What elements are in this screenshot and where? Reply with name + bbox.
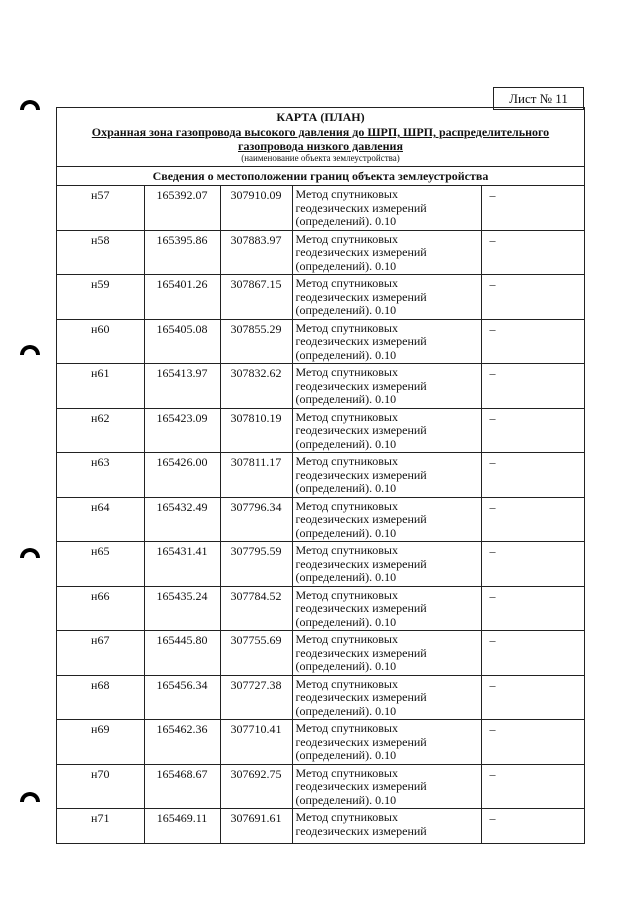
table-row [57, 586, 584, 631]
description-cell: – [481, 364, 584, 409]
method-cell [292, 720, 481, 765]
y-coordinate-cell: 307883.97 [220, 230, 292, 275]
method-text-line: Метод спутниковых [295, 721, 398, 735]
point-name-cell: н61 [57, 364, 144, 409]
table-row [57, 631, 584, 676]
method-cell [292, 453, 481, 498]
point-name-cell: н67 [57, 631, 144, 676]
point-name-cell: н66 [57, 586, 144, 631]
sheet-number: Лист № 11 [493, 87, 584, 110]
method-text-line: геодезических измерений [295, 289, 427, 304]
method-text-line: геодезических измерений [295, 823, 427, 838]
method-text-line: (определений). 0.10 [295, 347, 397, 362]
y-coordinate-cell: 307910.09 [220, 186, 292, 230]
x-coordinate-cell: 165462.36 [144, 720, 220, 765]
method-cell [292, 542, 481, 587]
method-text-line: геодезических измерений [295, 734, 427, 749]
method-text-line: (определений). 0.10 [295, 748, 397, 762]
table-row [57, 319, 584, 364]
x-coordinate-cell: 165392.07 [144, 186, 220, 230]
document-subject-line-1: Охранная зона газопровода высокого давления до ШРП, ШРП, распределительного [91, 125, 550, 139]
y-coordinate-cell: 307832.62 [220, 364, 292, 409]
method-text-line: (определений). 0.10 [295, 214, 397, 228]
method-text-line: геодезических измерений [295, 245, 427, 259]
method-cell [292, 631, 481, 676]
point-name-cell: н60 [57, 319, 144, 364]
method-text-line: (определений). 0.10 [295, 525, 397, 540]
table-row [57, 230, 584, 275]
document-frame [56, 107, 585, 844]
method-text-line: Метод спутниковых [295, 765, 398, 780]
y-coordinate-cell: 307691.61 [220, 809, 292, 843]
description-cell: – [481, 542, 584, 587]
method-text-line: Метод спутниковых [295, 543, 398, 557]
x-coordinate-cell: 165469.11 [144, 809, 220, 843]
table-row [57, 542, 584, 587]
table-row [57, 453, 584, 498]
method-cell [292, 230, 481, 275]
method-text-line: геодезических измерений [295, 378, 427, 393]
method-text-line: (определений). 0.10 [295, 570, 397, 584]
method-text-line: Метод спутниковых [295, 231, 398, 246]
y-coordinate-cell: 307692.75 [220, 764, 292, 809]
method-text-line: Метод спутниковых [295, 276, 398, 290]
x-coordinate-cell: 165395.86 [144, 230, 220, 275]
table-row [57, 408, 584, 453]
method-text-line: геодезических измерений [295, 423, 427, 437]
description-cell: – [481, 319, 584, 364]
description-cell: – [481, 675, 584, 720]
x-coordinate-cell: 165456.34 [144, 675, 220, 720]
document-subject-line-2: газопровода низкого давления [238, 139, 403, 153]
x-coordinate-cell: 165432.49 [144, 497, 220, 542]
method-text-line: геодезических измерений [295, 200, 427, 215]
method-text-line: (определений). 0.10 [295, 303, 397, 317]
method-text-line: (определений). 0.10 [295, 614, 397, 629]
y-coordinate-cell: 307796.34 [220, 497, 292, 542]
point-name-cell: н62 [57, 408, 144, 453]
description-cell: – [481, 720, 584, 765]
point-name-cell: н65 [57, 542, 144, 587]
method-cell [292, 675, 481, 720]
method-text-line: (определений). 0.10 [295, 392, 397, 406]
y-coordinate-cell: 307811.17 [220, 453, 292, 498]
table-row [57, 720, 584, 765]
x-coordinate-cell: 165423.09 [144, 408, 220, 453]
point-name-cell: н64 [57, 497, 144, 542]
method-text-line: геодезических измерений [295, 601, 427, 615]
binder-hole-mark [20, 345, 40, 355]
table-row [57, 275, 584, 320]
point-name-cell: н63 [57, 453, 144, 498]
method-text-line: Метод спутниковых [295, 409, 398, 424]
description-cell: – [481, 186, 584, 230]
point-name-cell: н57 [57, 186, 144, 230]
method-cell [292, 586, 481, 631]
x-coordinate-cell: 165413.97 [144, 364, 220, 409]
table-row [57, 497, 584, 542]
point-name-cell: н68 [57, 675, 144, 720]
method-text-line: Метод спутниковых [295, 365, 398, 379]
point-name-cell: н70 [57, 764, 144, 809]
description-cell: – [481, 586, 584, 631]
document-header [57, 108, 584, 167]
method-text-line: (определений). 0.10 [295, 258, 397, 273]
table-row [57, 809, 584, 843]
y-coordinate-cell: 307784.52 [220, 586, 292, 631]
method-cell [292, 497, 481, 542]
method-text-line: Метод спутниковых [295, 810, 398, 824]
x-coordinate-cell: 165468.67 [144, 764, 220, 809]
description-cell: – [489, 811, 496, 825]
description-cell: – [481, 631, 584, 676]
x-coordinate-cell: 165445.80 [144, 631, 220, 676]
method-cell [292, 408, 481, 453]
x-coordinate-cell: 165426.00 [144, 453, 220, 498]
coordinates-table [57, 186, 584, 843]
table-row [57, 764, 584, 809]
method-text-line: (определений). 0.10 [295, 792, 397, 807]
method-text-line: геодезических измерений [295, 467, 427, 482]
document-title: КАРТА (ПЛАН) [276, 110, 365, 124]
point-name-cell: н59 [57, 275, 144, 320]
method-text-line: (определений). 0.10 [295, 703, 397, 718]
method-text-line: Метод спутниковых [295, 187, 398, 201]
method-text-line: Метод спутниковых [295, 454, 398, 468]
method-cell [292, 764, 481, 809]
method-cell [292, 809, 481, 843]
method-text-line: (определений). 0.10 [295, 659, 397, 673]
y-coordinate-cell: 307727.38 [220, 675, 292, 720]
method-text-line: (определений). 0.10 [295, 481, 397, 495]
method-text-line: геодезических измерений [295, 512, 427, 526]
y-coordinate-cell: 307710.41 [220, 720, 292, 765]
method-text-line: Метод спутниковых [295, 587, 398, 602]
y-coordinate-cell: 307795.59 [220, 542, 292, 587]
method-text-line: Метод спутниковых [295, 320, 398, 335]
x-coordinate-cell: 165435.24 [144, 586, 220, 631]
description-cell: – [481, 275, 584, 320]
method-text-line: геодезических измерений [295, 690, 427, 704]
y-coordinate-cell: 307855.29 [220, 319, 292, 364]
description-cell: – [481, 497, 584, 542]
method-text-line: геодезических измерений [295, 779, 427, 793]
description-cell: – [481, 408, 584, 453]
table-row [57, 186, 584, 230]
binder-hole-mark [20, 792, 40, 802]
method-cell [292, 275, 481, 320]
document-subject-note: (наименование объекта землеустройства) [241, 153, 400, 163]
method-text-line: геодезических измерений [295, 556, 427, 571]
point-name-cell: н69 [57, 720, 144, 765]
method-text-line: (определений). 0.10 [295, 436, 397, 451]
binder-hole-mark [20, 548, 40, 558]
method-cell [292, 364, 481, 409]
point-name-cell: н71 [57, 809, 144, 843]
y-coordinate-cell: 307810.19 [220, 408, 292, 453]
y-coordinate-cell: 307755.69 [220, 631, 292, 676]
section-title: Сведения о местоположении границ объекта землеустройства [57, 167, 584, 186]
method-text-line: геодезических измерений [295, 334, 427, 348]
method-cell [292, 186, 481, 230]
y-coordinate-cell: 307867.15 [220, 275, 292, 320]
method-text-line: Метод спутниковых [295, 676, 398, 691]
method-text-line: Метод спутниковых [295, 632, 398, 646]
description-cell: – [481, 764, 584, 809]
x-coordinate-cell: 165431.41 [144, 542, 220, 587]
method-text-line: геодезических измерений [295, 645, 427, 660]
binder-hole-mark [20, 100, 40, 110]
x-coordinate-cell: 165401.26 [144, 275, 220, 320]
x-coordinate-cell: 165405.08 [144, 319, 220, 364]
method-text-line: Метод спутниковых [295, 498, 398, 513]
table-row [57, 675, 584, 720]
description-cell: – [481, 230, 584, 275]
description-cell: – [481, 453, 584, 498]
method-cell [292, 319, 481, 364]
point-name-cell: н58 [57, 230, 144, 275]
table-row [57, 364, 584, 409]
